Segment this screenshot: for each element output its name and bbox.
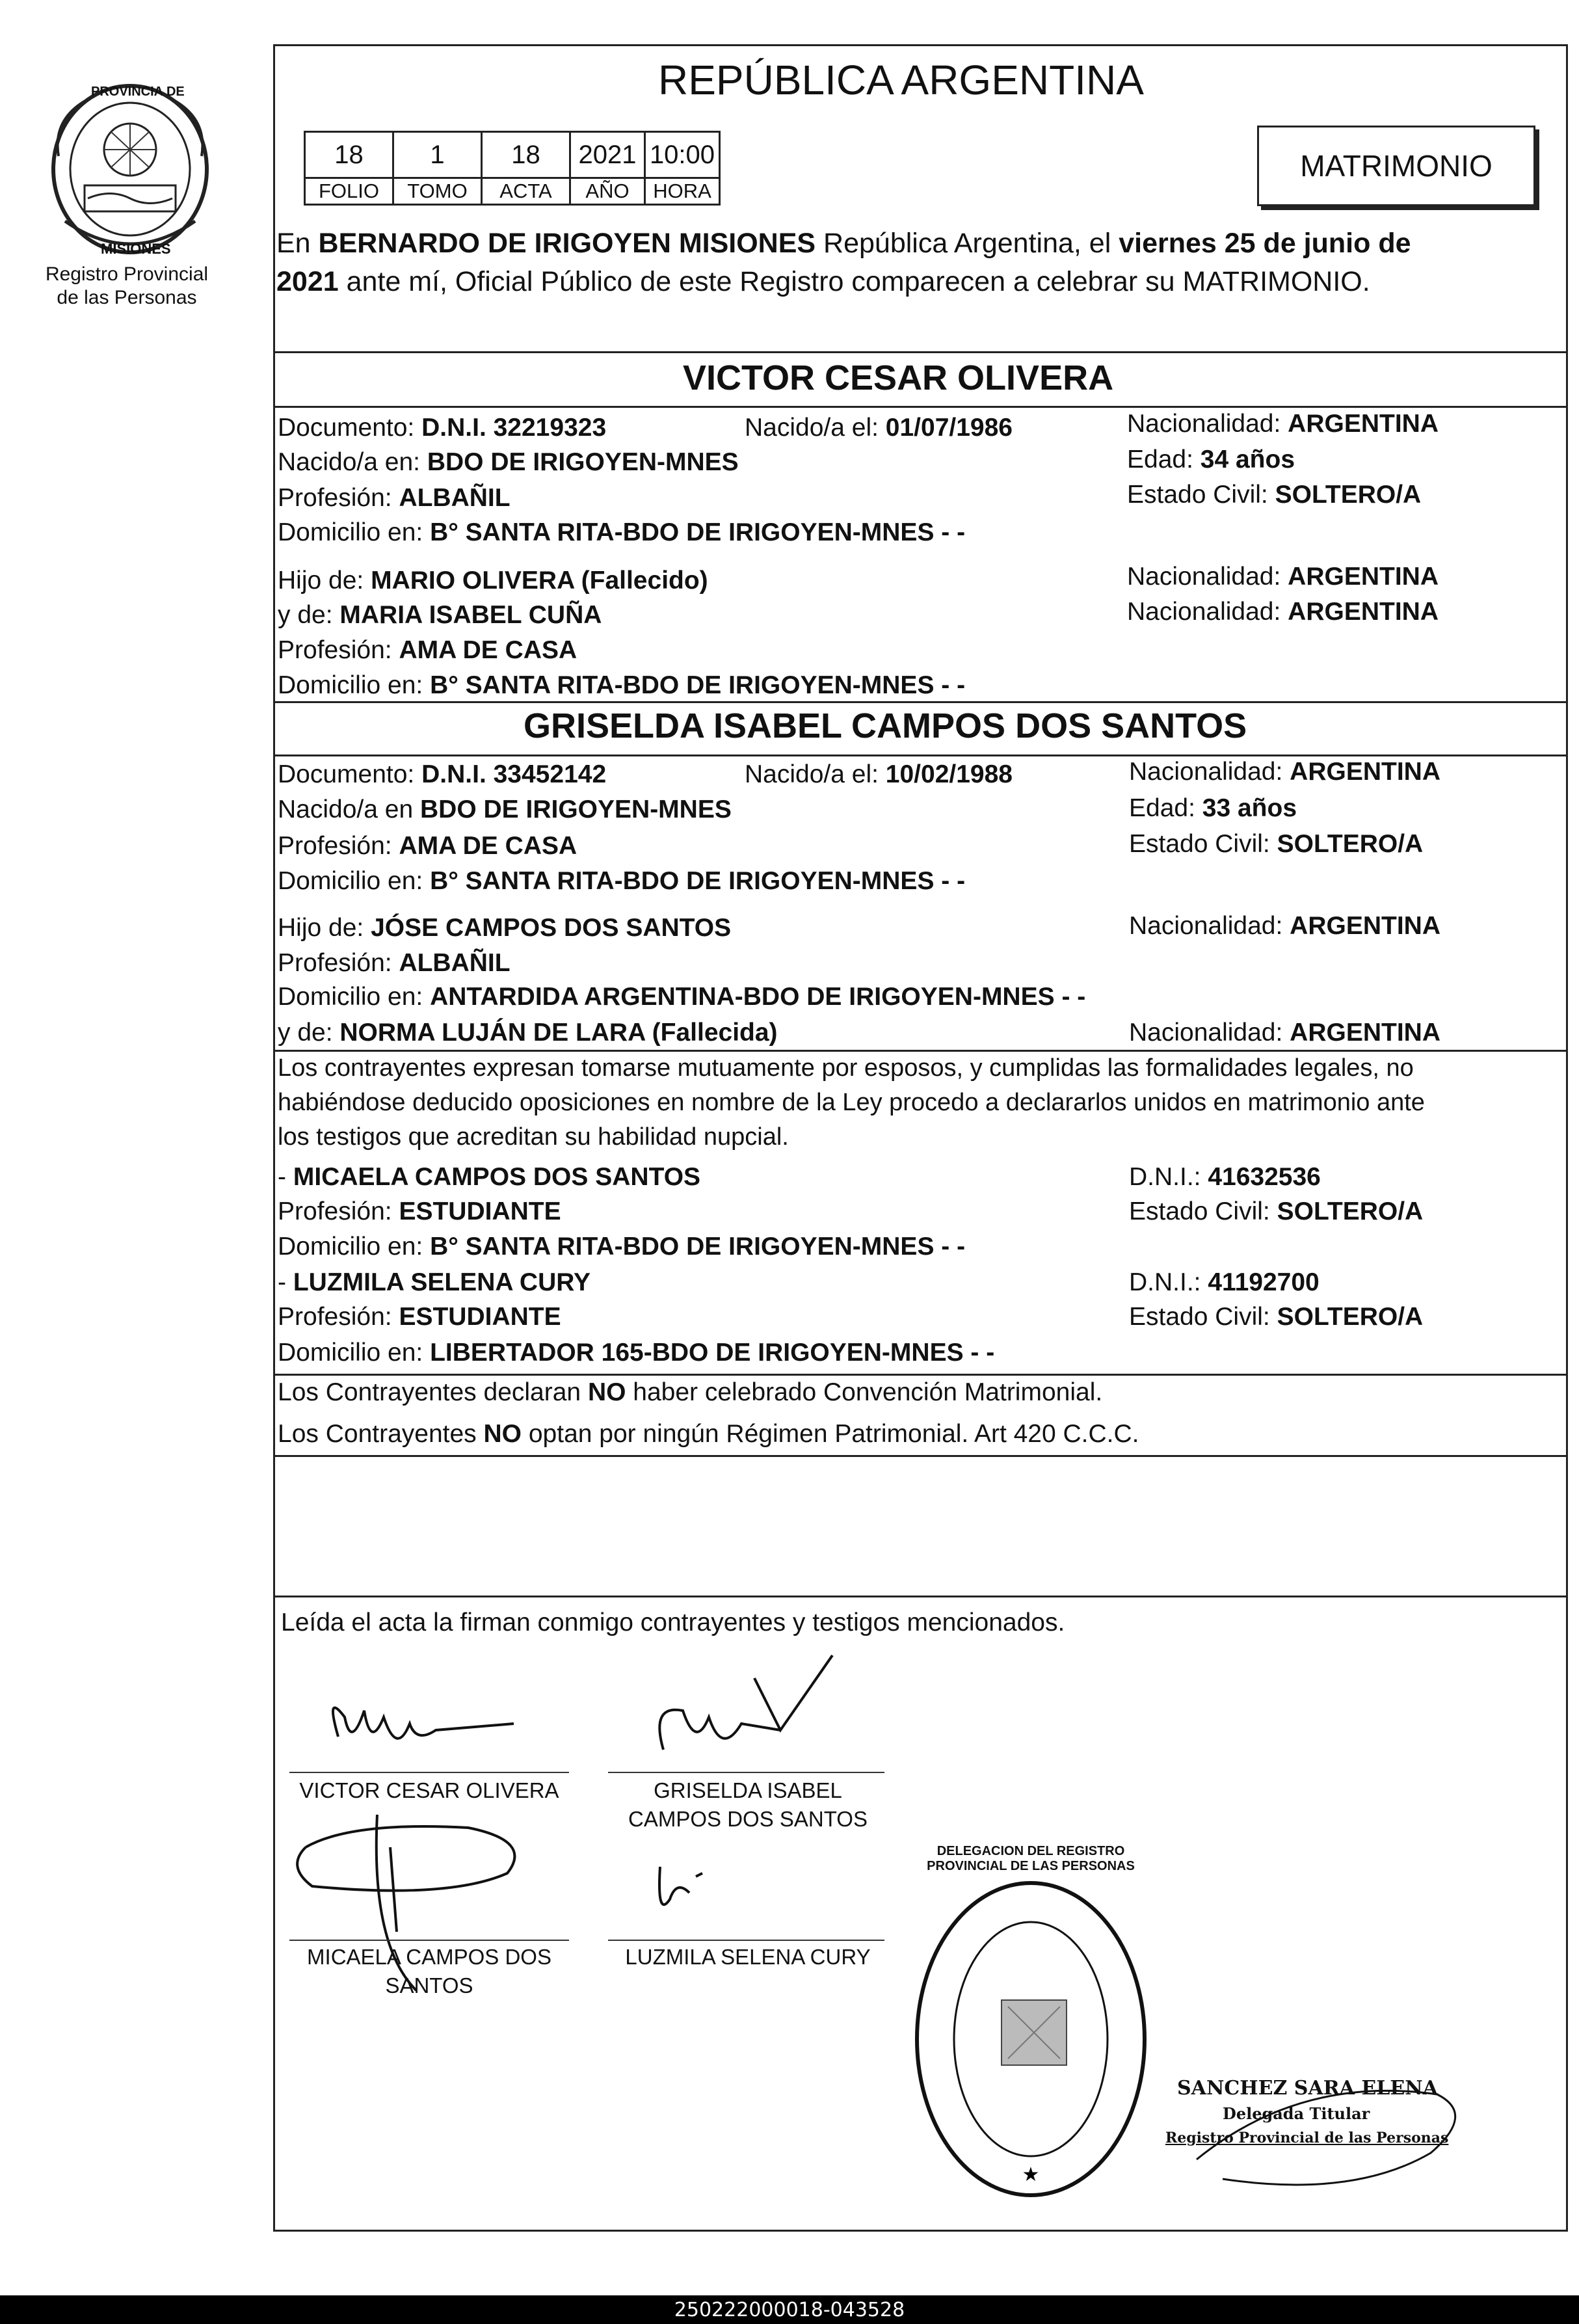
regime-text: haber celebrado Convención Matrimonial. xyxy=(626,1378,1103,1406)
hora-value: 10:00 xyxy=(645,132,720,178)
registry-caption-line-2: de las Personas xyxy=(57,287,197,308)
bride-profesion-row xyxy=(278,830,577,862)
label: Nacionalidad: xyxy=(1129,1019,1290,1047)
bride-birth-date: 10/02/1988 xyxy=(885,760,1013,788)
intro-place: BERNARDO DE IRIGOYEN MISIONES xyxy=(318,228,816,259)
regime-no: NO xyxy=(483,1420,522,1448)
bride-nacido-en-row xyxy=(278,794,732,826)
label: Domicilio en: xyxy=(278,983,431,1011)
groom-birth-place: BDO DE IRIGOYEN-MNES xyxy=(427,448,739,476)
groom-age: 34 años xyxy=(1200,446,1295,474)
groom-father-nationality: ARGENTINA xyxy=(1288,563,1439,591)
groom-parents-profesion-row xyxy=(278,634,577,667)
bride-mother-nationality: ARGENTINA xyxy=(1290,1019,1441,1047)
label: - xyxy=(278,1163,293,1191)
groom-mother-nationality: ARGENTINA xyxy=(1288,598,1439,626)
witness-1-estado-row xyxy=(1129,1195,1423,1228)
label: Estado Civil: xyxy=(1127,481,1275,509)
groom-nacido-el-row xyxy=(745,412,1013,444)
groom-edad-row xyxy=(1127,444,1295,476)
witness-1-profesion-row xyxy=(278,1195,561,1228)
label: Nacido/a en: xyxy=(278,448,427,476)
label: Nacionalidad: xyxy=(1127,563,1288,591)
groom-parents-profession: AMA DE CASA xyxy=(399,636,577,664)
label: Nacionalidad: xyxy=(1129,758,1290,786)
bride-father-address: ANTARDIDA ARGENTINA-BDO DE IRIGOYEN-MNES - - xyxy=(430,983,1086,1011)
label: Estado Civil: xyxy=(1129,1197,1277,1225)
anio-value: 2021 xyxy=(570,132,645,178)
groom-name: VICTOR CESAR OLIVERA xyxy=(683,358,1114,397)
intro-date-1: viernes 25 de junio de xyxy=(1119,228,1411,259)
groom-domicilio-row xyxy=(278,516,965,549)
witness-2-civil-status: SOLTERO/A xyxy=(1277,1303,1424,1331)
label: Profesión: xyxy=(278,832,399,860)
groom-father-nac-row xyxy=(1127,561,1439,593)
groom-nacido-en-row xyxy=(278,446,739,479)
bride-father-nac-row xyxy=(1129,910,1440,942)
bride-nacionalidad-row xyxy=(1129,756,1440,788)
label: Nacido/a el: xyxy=(745,414,886,442)
label: Edad: xyxy=(1127,446,1201,474)
bride-father-profesion-row xyxy=(278,947,511,980)
label: Hijo de: xyxy=(278,567,371,594)
witness-2-dni: 41192700 xyxy=(1208,1268,1320,1296)
bride-father-profession: ALBAÑIL xyxy=(399,949,511,977)
groom-father: MARIO OLIVERA (Fallecido) xyxy=(371,567,708,594)
groom-civil-status: SOLTERO/A xyxy=(1275,481,1422,509)
divider xyxy=(273,701,1566,703)
tomo-label: TOMO xyxy=(393,178,482,205)
label: Nacido/a el: xyxy=(745,760,886,788)
label: Domicilio en: xyxy=(278,671,431,699)
label: Domicilio en: xyxy=(278,1339,431,1367)
groom-nacionalidad-row xyxy=(1127,408,1439,440)
declaration-line-1: Los contrayentes expresan tomarse mutuamente por esposos, y cumplidas las formalidades legales, no xyxy=(278,1054,1414,1082)
intro-line-2 xyxy=(276,263,1370,300)
act-type: MATRIMONIO xyxy=(1300,149,1493,183)
folio-label: FOLIO xyxy=(305,178,393,205)
regime-line-2 xyxy=(278,1418,1139,1450)
witness-2-name: LUZMILA SELENA CURY xyxy=(293,1268,590,1296)
bride-edad-row xyxy=(1129,792,1297,825)
signature-witness-1-line-2: SANTOS xyxy=(385,1973,473,1997)
footer-bar xyxy=(0,2295,1579,2324)
label: Profesión: xyxy=(278,1303,399,1331)
signature-bride-line-2: CAMPOS DOS SANTOS xyxy=(628,1807,868,1831)
divider xyxy=(273,1596,1566,1597)
hora-label: HORA xyxy=(645,178,720,205)
official-seal-text: DELEGACION DEL REGISTRO PROVINCIAL DE LAS PERSONAS xyxy=(927,1844,1135,1873)
seal-text-bottom: MISIONES xyxy=(101,241,171,257)
bride-birth-place: BDO DE IRIGOYEN-MNES xyxy=(419,795,732,823)
label: Estado Civil: xyxy=(1129,1303,1277,1331)
bride-name: GRISELDA ISABEL CAMPOS DOS SANTOS xyxy=(524,706,1247,745)
groom-profession: ALBAÑIL xyxy=(399,484,511,512)
intro-date-2: 2021 xyxy=(276,266,339,297)
label: Documento: xyxy=(278,414,422,442)
groom-father-row xyxy=(278,565,708,597)
groom-documento-row xyxy=(278,412,606,444)
bride-estado-civil-row xyxy=(1129,828,1423,861)
bride-mother-nac-row xyxy=(1129,1017,1440,1049)
label: Nacido/a en xyxy=(278,795,420,823)
official-seal xyxy=(910,1844,1151,2202)
witness-2-profesion-row xyxy=(278,1301,561,1333)
regime-line-1 xyxy=(278,1376,1102,1409)
label: Nacionalidad: xyxy=(1127,598,1288,626)
bride-documento-row xyxy=(278,758,606,791)
signature-witness-1-line-1: MICAELA CAMPOS DOS xyxy=(307,1945,551,1969)
groom-birth-date: 01/07/1986 xyxy=(885,414,1013,442)
official-name: SANCHEZ SARA ELENA xyxy=(1177,2077,1438,2100)
bride-father: JÓSE CAMPOS DOS SANTOS xyxy=(371,914,732,942)
record-fields-table xyxy=(304,131,721,206)
bride-mother-row xyxy=(278,1017,778,1049)
label: y de: xyxy=(278,601,340,629)
witness-2-estado-row xyxy=(1129,1301,1423,1333)
official-office: Registro Provincial de las Personas xyxy=(1165,2130,1449,2146)
label: Profesión: xyxy=(278,949,399,977)
footer-code: 250222000018-043528 xyxy=(674,2298,905,2321)
declaration-line-2: habiéndose deducido oposiciones en nombre de la Ley procedo a declararlos unidos en matrimonio ante xyxy=(278,1089,1425,1116)
intro-text-2: República Argentina, el xyxy=(816,228,1119,259)
bride-domicilio-row xyxy=(278,865,965,898)
regime-text: Los Contrayentes declaran xyxy=(278,1378,588,1406)
closing-text: Leída el acta la firman conmigo contrayentes y testigos mencionados. xyxy=(281,1609,1065,1636)
intro-line-1 xyxy=(276,225,1411,261)
bride-nacido-el-row xyxy=(745,758,1013,791)
acta-value: 18 xyxy=(482,132,570,178)
witness-1-dni-row xyxy=(1129,1161,1321,1194)
groom-mother: MARIA ISABEL CUÑA xyxy=(339,601,602,629)
witness-1-dni: 41632536 xyxy=(1208,1163,1321,1191)
seal-text-top: PROVINCIA DE xyxy=(91,85,185,99)
acta-label: ACTA xyxy=(482,178,570,205)
official-role: Delegada Titular xyxy=(1223,2104,1370,2123)
provincial-seal xyxy=(39,78,221,263)
signature-line xyxy=(608,1940,884,1941)
divider xyxy=(273,1374,1566,1376)
intro-text-3: ante mí, Oficial Público de este Registro comparecen a celebrar su MATRIMONIO. xyxy=(338,266,1370,297)
signature-bride-line-1: GRISELDA ISABEL xyxy=(654,1778,842,1802)
groom-estado-civil-row xyxy=(1127,479,1421,511)
label: Documento: xyxy=(278,760,422,788)
witness-1-profession: ESTUDIANTE xyxy=(399,1197,561,1225)
witness-2-address: LIBERTADOR 165-BDO DE IRIGOYEN-MNES - - xyxy=(430,1339,995,1367)
label: Estado Civil: xyxy=(1129,830,1277,858)
label: D.N.I.: xyxy=(1129,1163,1208,1191)
label: Edad: xyxy=(1129,794,1202,822)
bride-address: B° SANTA RITA-BDO DE IRIGOYEN-MNES - - xyxy=(430,867,966,895)
label: y de: xyxy=(278,1019,340,1047)
signature-line xyxy=(608,1772,884,1773)
divider xyxy=(273,351,1566,353)
bride-profession: AMA DE CASA xyxy=(399,832,577,860)
regime-text: Los Contrayentes xyxy=(278,1420,484,1448)
bride-father-nationality: ARGENTINA xyxy=(1290,912,1441,940)
bride-mother: NORMA LUJÁN DE LARA (Fallecida) xyxy=(339,1019,778,1047)
bride-age: 33 años xyxy=(1202,794,1297,822)
label: Nacionalidad: xyxy=(1127,410,1288,438)
bride-nationality: ARGENTINA xyxy=(1290,758,1441,786)
registry-caption-line-1: Registro Provincial xyxy=(45,263,209,285)
bride-father-domicilio-row xyxy=(278,981,1085,1013)
label: Domicilio en: xyxy=(278,518,431,546)
groom-parents-domicilio-row xyxy=(278,669,965,702)
bride-father-row xyxy=(278,912,731,944)
page-title: REPÚBLICA ARGENTINA xyxy=(658,57,1144,103)
witness-1-domicilio-row xyxy=(278,1231,965,1263)
witness-1-name: MICAELA CAMPOS DOS SANTOS xyxy=(293,1163,701,1191)
witness-2-dni-row xyxy=(1129,1266,1320,1299)
intro-text-1: En xyxy=(276,228,319,259)
groom-mother-nac-row xyxy=(1127,596,1439,628)
registry-caption xyxy=(20,263,234,310)
tomo-value: 1 xyxy=(393,132,482,178)
groom-mother-row xyxy=(278,599,602,632)
label: Hijo de: xyxy=(278,914,371,942)
signature-witness-2: LUZMILA SELENA CURY xyxy=(625,1945,871,1969)
witness-1-address: B° SANTA RITA-BDO DE IRIGOYEN-MNES - - xyxy=(430,1233,966,1261)
divider xyxy=(273,1455,1566,1457)
witness-1-name-row xyxy=(278,1161,700,1194)
svg-text:★: ★ xyxy=(1022,2163,1040,2186)
groom-profesion-row xyxy=(278,482,511,514)
groom-parents-address: B° SANTA RITA-BDO DE IRIGOYEN-MNES - - xyxy=(430,671,966,699)
anio-label: AÑO xyxy=(570,178,645,205)
label: Profesión: xyxy=(278,1197,399,1225)
regime-text: optan por ningún Régimen Patrimonial. Art 420 C.C.C. xyxy=(522,1420,1139,1448)
signature-line xyxy=(289,1940,569,1941)
act-type-box xyxy=(1257,126,1535,206)
label: Domicilio en: xyxy=(278,867,431,895)
regime-no: NO xyxy=(587,1378,626,1406)
declaration-line-3: los testigos que acreditan su habilidad nupcial. xyxy=(278,1123,789,1151)
witness-2-profession: ESTUDIANTE xyxy=(399,1303,561,1331)
signature-line xyxy=(289,1772,569,1773)
witness-2-domicilio-row xyxy=(278,1337,994,1369)
label: Profesión: xyxy=(278,636,399,664)
bride-civil-status: SOLTERO/A xyxy=(1277,830,1424,858)
label: Profesión: xyxy=(278,484,399,512)
label: Nacionalidad: xyxy=(1129,912,1290,940)
signature-groom: VICTOR CESAR OLIVERA xyxy=(299,1778,559,1802)
label: Domicilio en: xyxy=(278,1233,431,1261)
groom-documento: D.N.I. 32219323 xyxy=(421,414,607,442)
groom-address: B° SANTA RITA-BDO DE IRIGOYEN-MNES - - xyxy=(430,518,966,546)
label: - xyxy=(278,1268,293,1296)
folio-value: 18 xyxy=(305,132,393,178)
groom-nationality: ARGENTINA xyxy=(1288,410,1439,438)
bride-documento: D.N.I. 33452142 xyxy=(421,760,607,788)
witness-2-name-row xyxy=(278,1266,590,1299)
label: D.N.I.: xyxy=(1129,1268,1208,1296)
witness-1-civil-status: SOLTERO/A xyxy=(1277,1197,1424,1225)
